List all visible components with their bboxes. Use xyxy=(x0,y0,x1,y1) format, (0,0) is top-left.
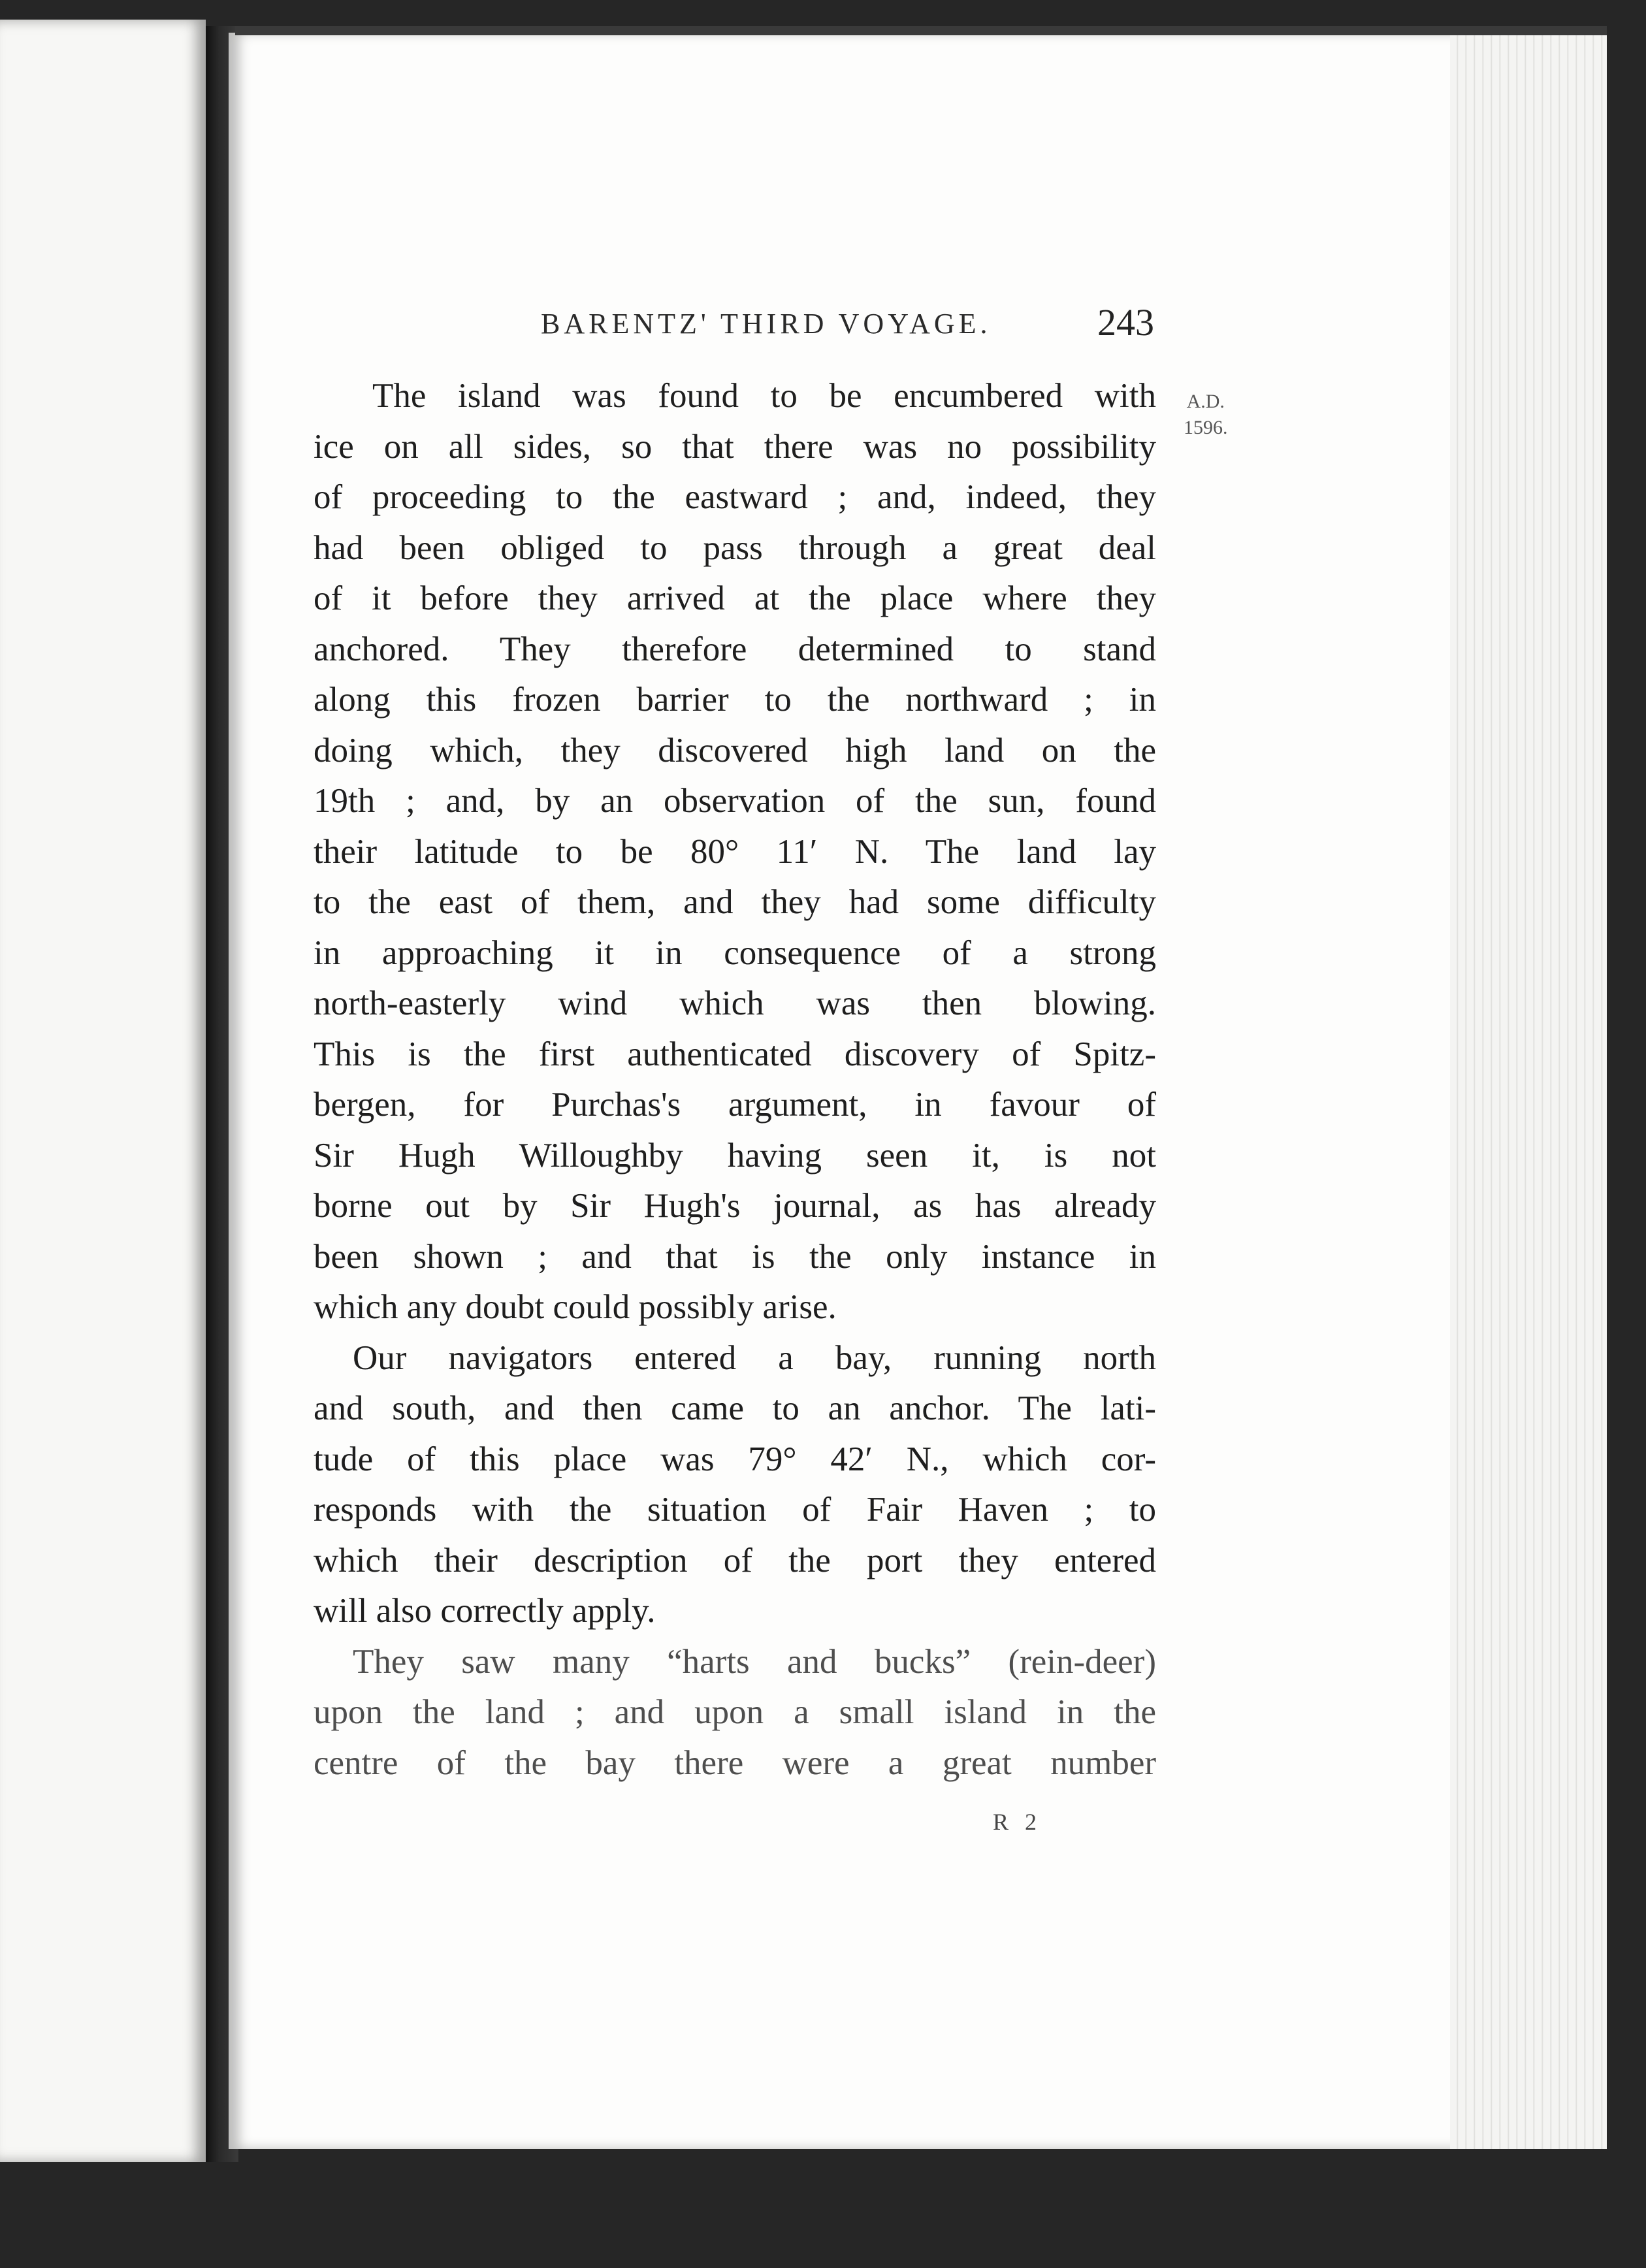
text-line: 19th ; and, by an observation of the sun, found xyxy=(314,782,1156,820)
text-line: Sir Hugh Willoughby having seen it, is not xyxy=(314,1136,1156,1174)
text-line: which any doubt could possibly arise. xyxy=(314,1288,837,1326)
margin-date-year: 1596. xyxy=(1184,417,1228,438)
text-line: The island was found to be encumbered with xyxy=(372,377,1156,415)
text-line: will also correctly apply. xyxy=(314,1592,656,1630)
text-line: in approaching it in consequence of a strong xyxy=(314,933,1156,972)
page-number: 243 xyxy=(1097,301,1154,344)
text-line: of it before they arrived at the place where they xyxy=(314,579,1156,617)
page-top-edge xyxy=(235,26,1607,35)
text-line: of proceeding to the eastward ; and, indeed, they xyxy=(314,478,1156,516)
text-line: to the east of them, and they had some difficulty xyxy=(314,883,1156,921)
margin-date-note xyxy=(1184,389,1228,441)
text-line: been shown ; and that is the only instance in xyxy=(314,1237,1156,1276)
text-line: along this frozen barrier to the northward ; in xyxy=(314,681,1156,719)
body-text xyxy=(314,371,1156,1789)
signature-mark: R 2 xyxy=(993,1809,1042,1835)
text-line: They saw many “harts and bucks” (rein-deer) xyxy=(353,1642,1156,1681)
text-line: and south, and then came to an anchor. The lati- xyxy=(314,1389,1156,1427)
margin-date-line: A.D. xyxy=(1186,391,1225,412)
page-edges xyxy=(1450,33,1607,2149)
text-line: centre of the bay there were a great number xyxy=(314,1743,1156,1782)
text-line: doing which, they discovered high land on the xyxy=(314,731,1156,770)
text-line: had been obliged to pass through a great deal xyxy=(314,528,1156,567)
left-page xyxy=(0,20,206,2162)
text-line: Our navigators entered a bay, running north xyxy=(353,1338,1156,1377)
text-line: north-easterly wind which was then blowing. xyxy=(314,984,1156,1022)
text-line: responds with the situation of Fair Haven ; to xyxy=(314,1491,1156,1529)
text-line: tude of this place was 79° 42′ N., which cor- xyxy=(314,1440,1156,1478)
text-line: ice on all sides, so that there was no possibility xyxy=(314,427,1156,466)
text-line: This is the first authenticated discovery of Spitz- xyxy=(314,1035,1156,1073)
text-line: upon the land ; and upon a small island in the xyxy=(314,1693,1156,1731)
text-line: borne out by Sir Hugh's journal, as has already xyxy=(314,1187,1156,1225)
text-line: which their description of the port they entered xyxy=(314,1541,1156,1580)
running-head: BARENTZ' THIRD VOYAGE. xyxy=(541,308,992,340)
text-line: bergen, for Purchas's argument, in favour of xyxy=(314,1086,1156,1124)
text-line: their latitude to be 80° 11′ N. The land lay xyxy=(314,832,1156,871)
text-line: anchored. They therefore determined to stand xyxy=(314,630,1156,668)
